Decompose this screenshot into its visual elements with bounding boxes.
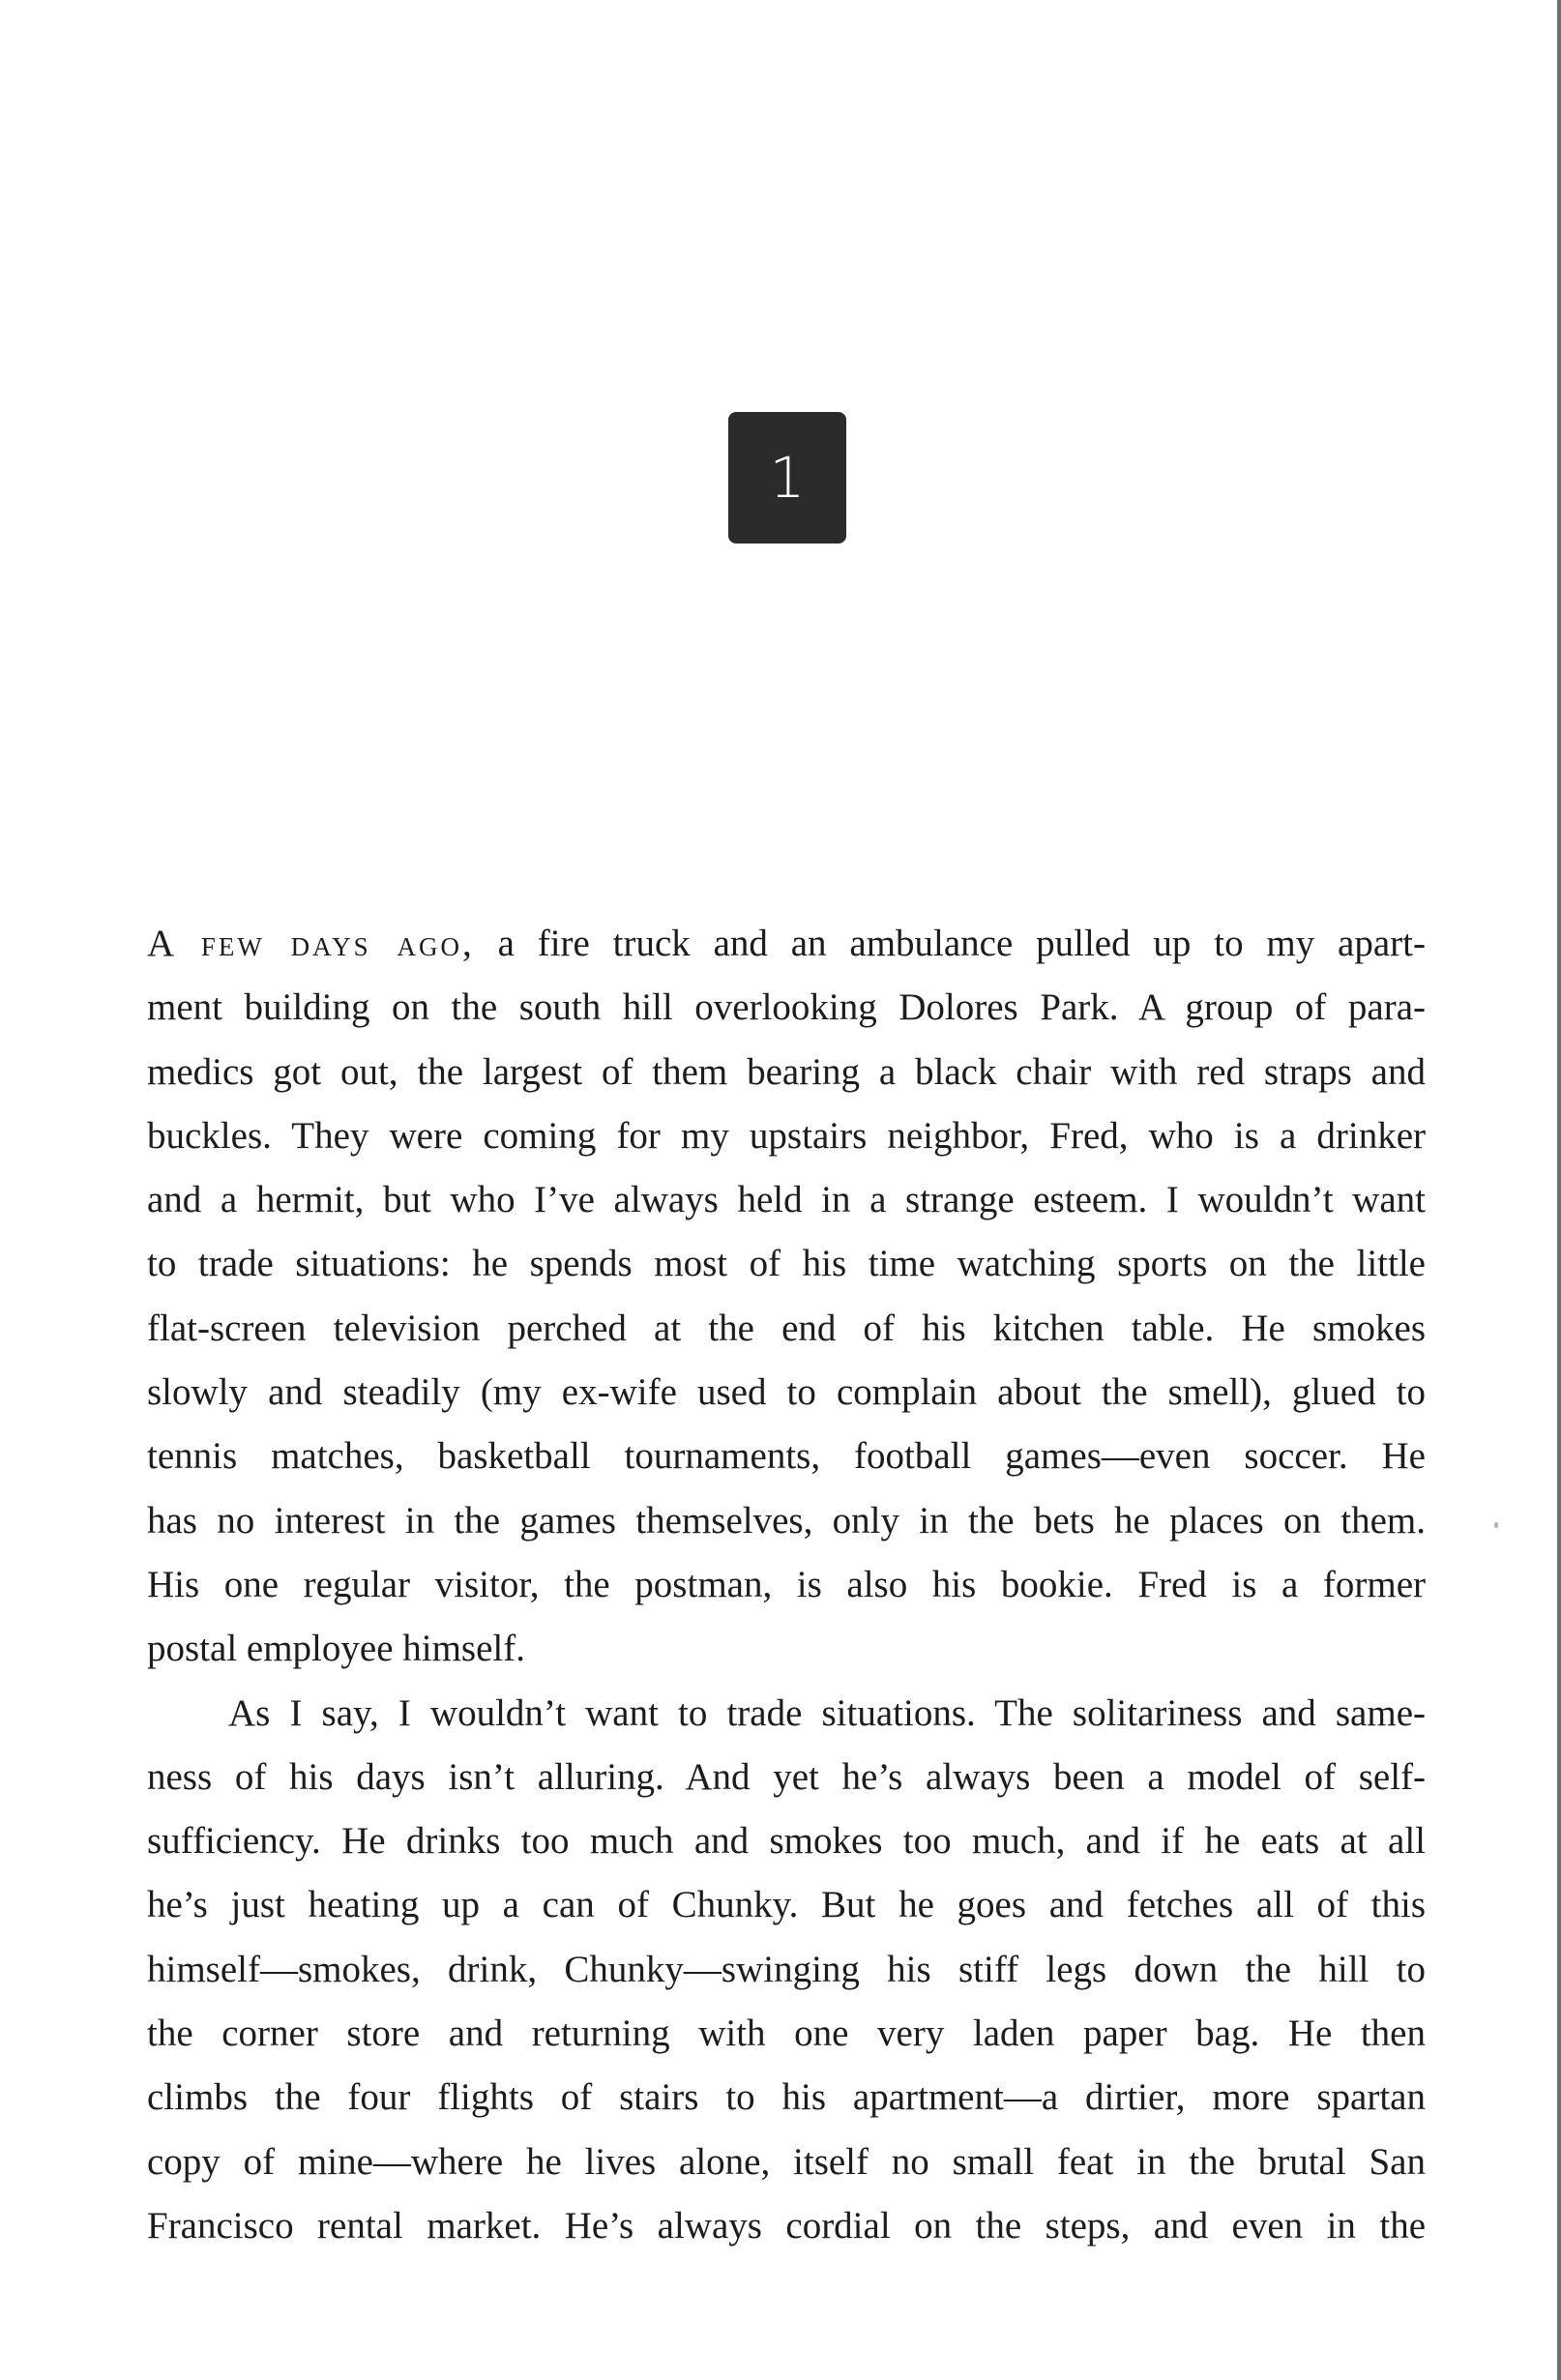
text-line: to trade situations: he spends most of his time watching sports on the little (147, 1243, 1426, 1285)
chapter-number: 1 (769, 445, 806, 511)
text-line: buckles. They were coming for my upstairs neighbor, Fred, who is a drinker (147, 1114, 1426, 1157)
text-line: tennis matches, basketball tournaments, football games—even soccer. He (147, 1435, 1426, 1478)
text-line: flat-screen television perched at the end of his kitchen table. He smokes (147, 1307, 1426, 1349)
page-edge-shadow (1557, 0, 1561, 2380)
text-line: the corner store and returning with one very laden paper bag. He then (147, 2013, 1426, 2055)
text-line: slowly and steadily (my ex-wife used to complain about the smell), glued to (147, 1371, 1426, 1414)
text-line: sufficiency. He drinks too much and smokes too much, and if he eats at all (147, 1820, 1426, 1863)
text-line: Francisco rental market. He’s always cordial on the steps, and even in the (147, 2204, 1426, 2247)
text-line: postal employee himself. (147, 1628, 525, 1670)
text-line: His one regular visitor, the postman, is also his bookie. Fred is a former (147, 1563, 1426, 1605)
text-line: climbs the four flights of stairs to his apartment—a dirtier, more spartan (147, 2076, 1426, 2119)
paragraph-2 (147, 1682, 1426, 2259)
paragraph-1 (147, 912, 1426, 1682)
text-line: ness of his days isn’t alluring. And yet he’s always been a model of self- (147, 1755, 1426, 1798)
body-text (147, 912, 1426, 2258)
text-line: and a hermit, but who I’ve always held in a strange esteem. I wouldn’t want (147, 1179, 1426, 1221)
lead-in-smallcaps: A few days ago, (147, 923, 475, 964)
chapter-number-badge (728, 412, 846, 544)
text-line: has no interest in the games themselves, only in the bets he places on them. (147, 1499, 1426, 1542)
text-line: copy of mine—where he lives alone, itself no small feat in the brutal San (147, 2140, 1426, 2183)
text-line: As I say, I wouldn’t want to trade situations. The solitariness and same- (228, 1691, 1426, 1734)
text-line: medics got out, the largest of them bearing a black chair with red straps and (147, 1050, 1426, 1093)
text-line: ment building on the south hill overlooking Dolores Park. A group of para- (147, 986, 1426, 1029)
text-line: he’s just heating up a can of Chunky. But he goes and fetches all of this (147, 1884, 1426, 1926)
text-line: himself—smokes, drink, Chunky—swinging his stiff legs down the hill to (147, 1948, 1426, 1990)
scan-speck (1494, 1522, 1498, 1528)
text-line: A few days ago, a fire truck and an ambulance pulled up to my apart- (147, 923, 1426, 964)
